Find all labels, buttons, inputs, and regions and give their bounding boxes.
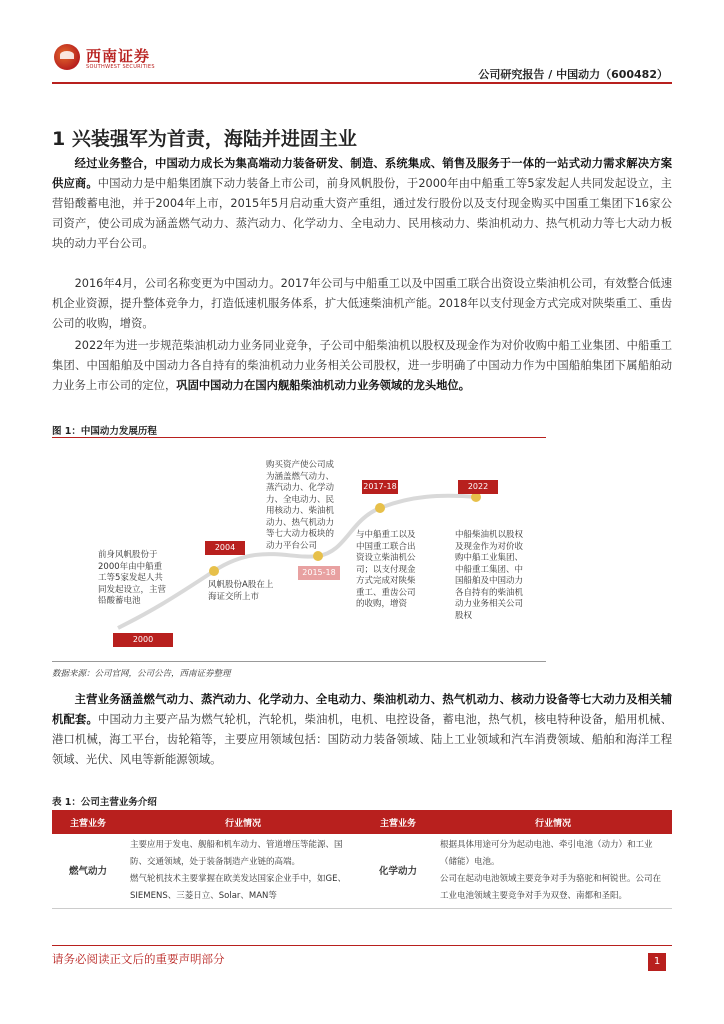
table-row	[52, 834, 672, 909]
table-cell-text: 根据具体用途可分为起动电池、牵引电池（动力）和工业（储能）电池。	[440, 840, 653, 867]
paragraph-1-text: 中国动力是中船集团旗下动力装备上市公司，前身风帆股份，于2000年由中船重工等5家发起人共同发起设立，主营铅酸蓄电池，并于2004年上市，2015年5月启动重大资产重组，通过发行股份以及支付现金购买中国重工集团下16家公司资产，使公司成为涵盖燃气动力、蒸汽动力、化学动力、全电动力、民用核动力、柴油机动力、热气机动力等七大动力板块的动力平台公司。	[52, 177, 672, 250]
milestone-text-2022: 中船柴油机以股权及现金作为对价收购中船工业集团、中船重工集团、中国船舶及中国动力各自持有的柴油机动力业务相关公司股权	[455, 530, 524, 621]
table-header-cell: 主营业务	[52, 810, 124, 834]
milestone-dot-2015	[313, 551, 323, 561]
company-logo	[54, 44, 154, 76]
header-divider	[52, 82, 672, 84]
report-title: 公司研究报告 / 中国动力（600482）	[478, 68, 668, 81]
business-table	[52, 810, 672, 909]
table-header-cell: 行业情况	[434, 810, 672, 834]
logo-mark-icon	[54, 44, 80, 70]
footer-divider	[52, 945, 672, 946]
figure-top-rule	[52, 437, 546, 438]
milestone-year-2000: 2000	[113, 633, 173, 647]
paragraph-2: 2016年4月，公司名称变更为中国动力。2017年公司与中船重工以及中国重工联合出资设立柴油机公司，有效整合低速机企业资源，提升整体竞争力，打造低速机服务体系，扩大低速柴油机产能。2018年以支付现金方式完成对陕柴重工、重齿公司的收购，增资。	[52, 277, 672, 330]
timeline-path	[118, 496, 476, 628]
milestone-text-2017-18: 与中船重工以及中国重工联合出资设立柴油机公司；以支付现金方式完成对陕柴重工、重齿公司的收购，增资	[356, 530, 416, 609]
table-cell-business: 化学动力	[362, 834, 434, 909]
figure-title: 图 1：中国动力发展历程	[52, 426, 157, 437]
page-number: 1	[648, 953, 666, 971]
table-cell-industry	[124, 834, 362, 909]
milestone-text-2000: 前身风帆股份于2000年由中船重工等5家发起人共同发起设立，主营铅酸蓄电池	[98, 550, 167, 606]
table-cell-text: 公司在起动电池领域主要竞争对手为骆驼和柯锐世。公司在工业电池领域主要竞争对手为双登、南都和圣阳。	[440, 874, 662, 901]
logo-name-en: SOUTHWEST SECURITIES	[86, 64, 155, 70]
section-heading: 1 兴装强军为首责，海陆并进固主业	[52, 128, 357, 150]
table-cell-text: 燃气轮机技术主要掌握在欧美发达国家企业手中，如GE、SIEMENS、三菱日立、Solar、MAN等	[130, 874, 346, 901]
paragraph-3-bold: 巩固中国动力在国内舰船柴油机动力业务领域的龙头地位。	[176, 379, 471, 392]
table-header-cell: 行业情况	[124, 810, 362, 834]
table-header-row	[52, 810, 672, 834]
paragraph-3-text: 2022年为进一步规范柴油机动力业务同业竞争，子公司中船柴油机以股权及现金作为对价收购中船工业集团、中船重工集团、中国船舶及中国动力各自持有的柴油机动力业务相关公司股权，进一步明确了中国动力作为中国船舶集团下属船舶动力业务上市公司的定位，	[52, 339, 672, 392]
footer-notice: 请务必阅读正文后的重要声明部分	[52, 952, 225, 966]
logo-name-cn: 西南证券	[86, 47, 151, 65]
paragraph-3	[52, 336, 672, 396]
paragraph-1-bold: 经过业务整合，中国动力成长为集高端动力装备研发、制造、系统集成、销售及服务于一体的一站式动力需求解决方案供应商。	[52, 157, 672, 190]
figure-bottom-rule	[52, 661, 546, 662]
paragraph-4-text: 中国动力主要产品为燃气轮机，汽轮机，柴油机，电机、电控设备，蓄电池，热气机，核电特种设备，船用机械、港口机械，海工平台，齿轮箱等，主要应用领域包括：国防动力装备领域、陆上工业领域和汽车消费领域、船舶和海洋工程领域、光伏、风电等新能源领域。	[52, 713, 672, 766]
milestone-year-2017-18: 2017-18	[362, 480, 398, 494]
figure-source: 数据来源：公司官网，公司公告，西南证券整理	[52, 669, 231, 679]
paragraph-1	[52, 154, 672, 254]
table-title: 表 1：公司主营业务介绍	[52, 797, 157, 808]
milestone-year-2022: 2022	[458, 480, 498, 494]
milestone-year-2004: 2004	[205, 541, 245, 555]
paragraph-4-bold: 主营业务涵盖燃气动力、蒸汽动力、化学动力、全电动力、柴油机动力、热气机动力、核动力设备等七大动力及相关辅机配套。	[52, 693, 672, 726]
milestone-dot-2022	[471, 492, 481, 502]
table-cell-industry	[434, 834, 672, 909]
milestone-year-2015-18: 2015-18	[298, 566, 340, 580]
table-header-cell: 主营业务	[362, 810, 434, 834]
milestone-text-2004: 风帆股份A股在上海证交所上市	[208, 580, 274, 602]
table-cell-business: 燃气动力	[52, 834, 124, 909]
milestone-dot-2017	[375, 503, 385, 513]
milestone-dot-2004	[209, 566, 219, 576]
milestone-text-2015-18: 购买资产使公司成为涵盖燃气动力、蒸汽动力、化学动力、全电动力、民用核动力、柴油机动力、热气机动力等七大动力板块的动力平台公司	[266, 460, 335, 551]
paragraph-4	[52, 690, 672, 770]
table-cell-text: 主要应用于发电、舰船和机车动力、管道增压等能源、国防、交通领域，处于装备制造产业链的高端。	[130, 840, 343, 867]
